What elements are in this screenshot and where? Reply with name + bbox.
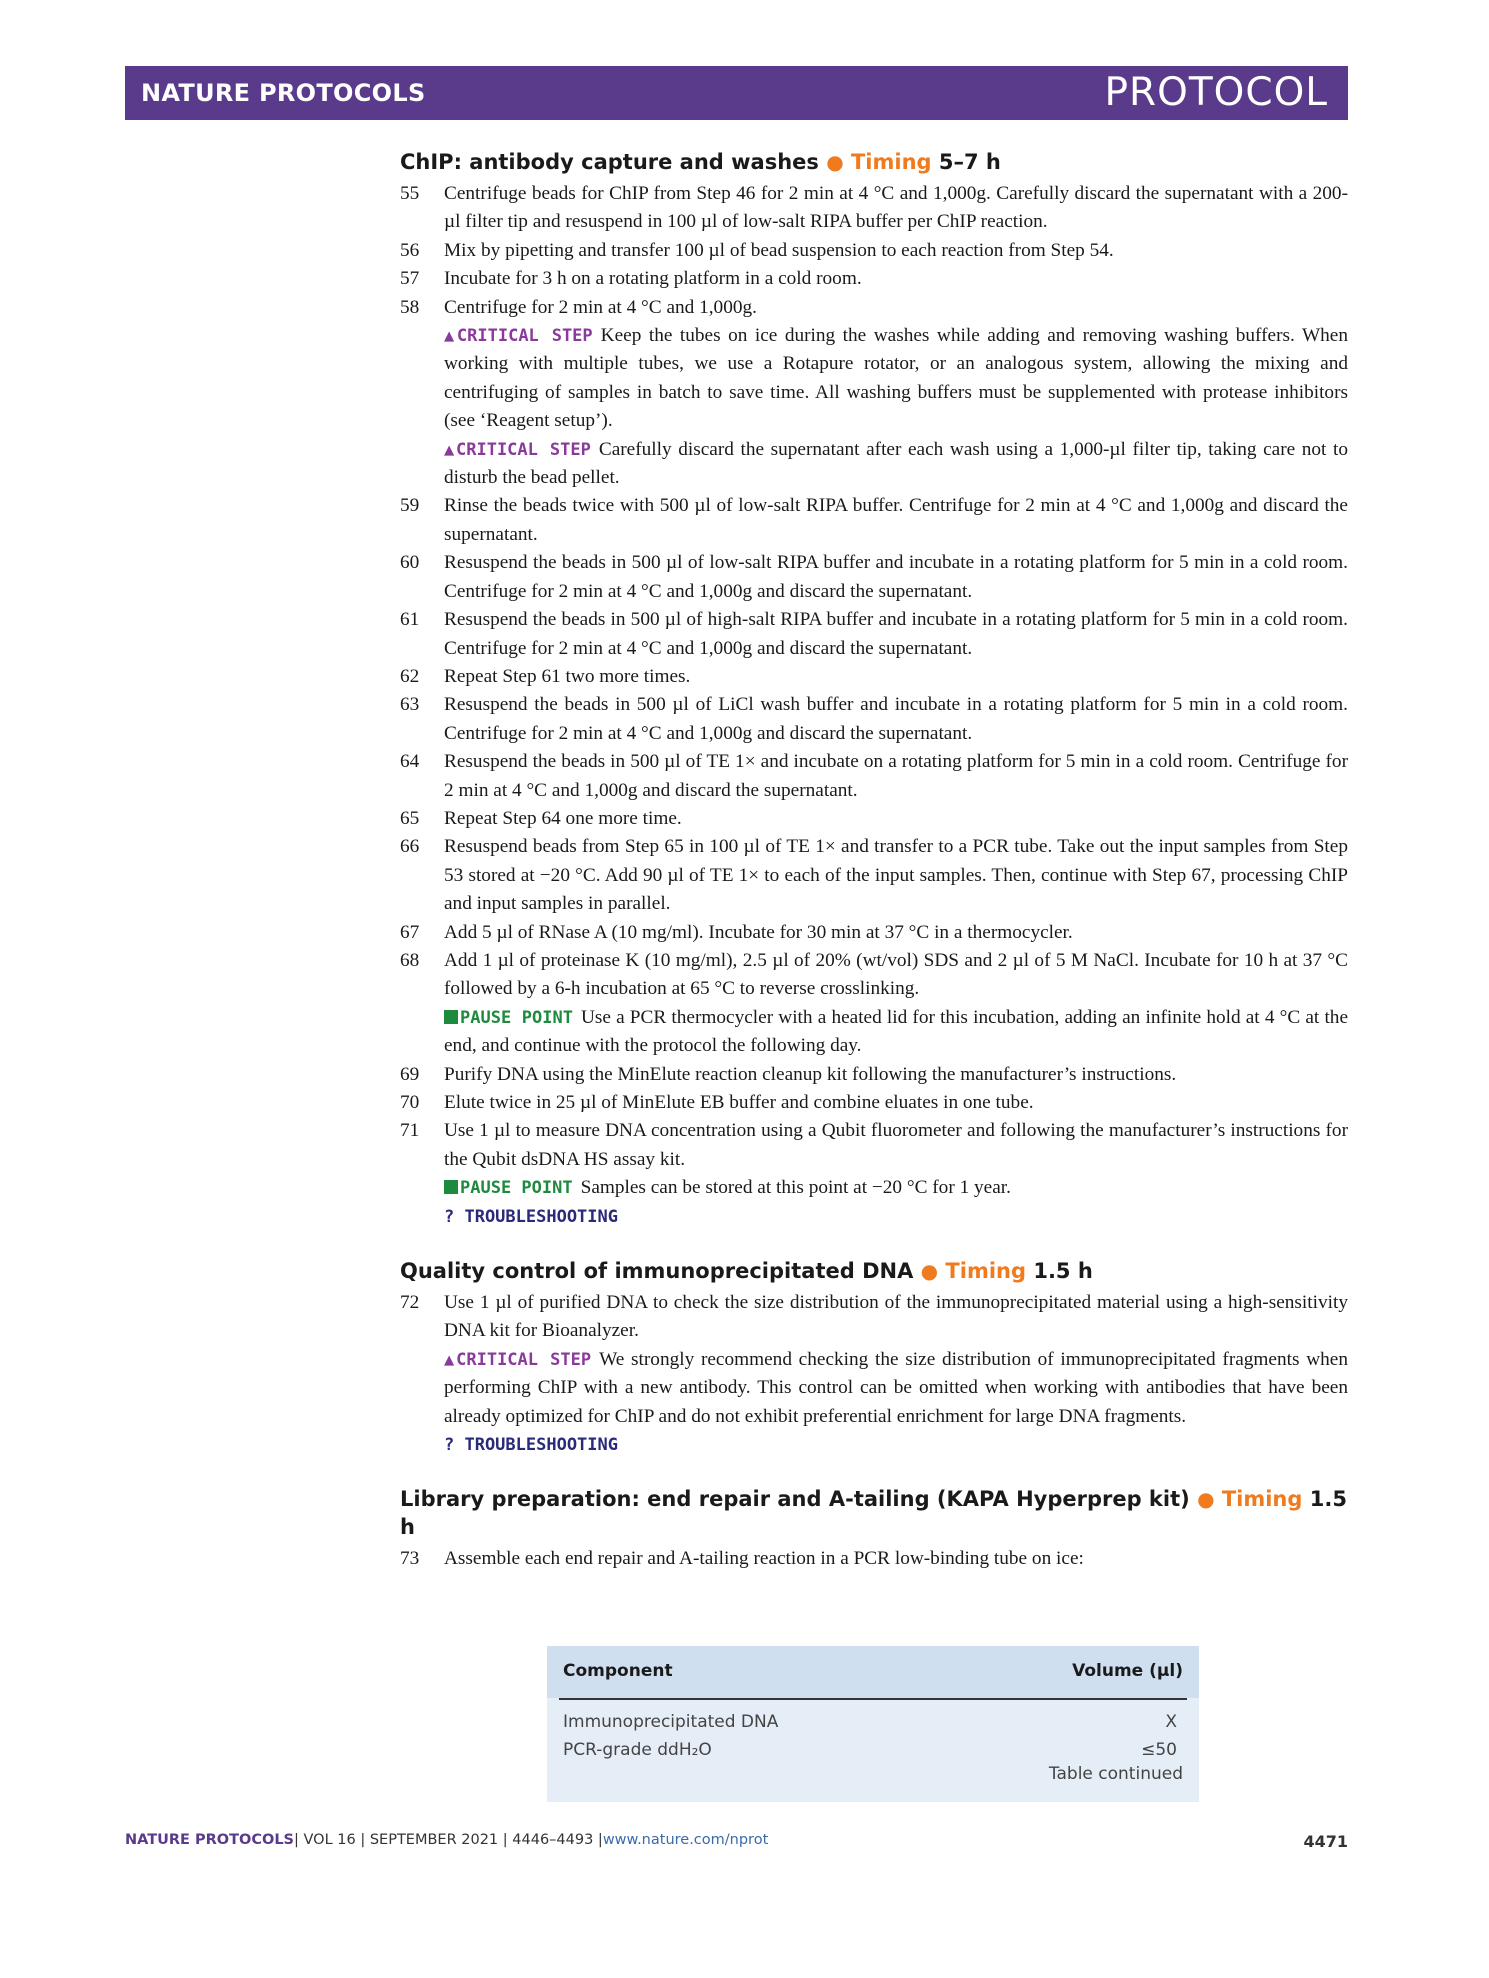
critical-step-label: ▲CRITICAL STEP [444,326,593,347]
pause-square-icon [444,1180,458,1194]
table-header [547,1646,1199,1698]
pause-point-note: PAUSE POINT Use a PCR thermocycler with a heated lid for this incubation, adding an infinite hold at 4 °C at the end, and continue with the protocol the following day. [444,1006,1348,1057]
article-type: PROTOCOL [1104,70,1328,115]
step-73: 73 Assemble each end repair and A-tailing reaction in a PCR low-binding tube on ice: [400,1548,1084,1570]
critical-step-note: ▲CRITICAL STEP We strongly recommend checking the size distribution of immunoprecipitated fragments when performing ChIP with a new antibody. This control can be omitted when working with antibodies that have been already optimized for ChIP and do not exhibit preferential enrichment for large DNA fragments. [444,1348,1348,1427]
reaction-table [547,1646,1199,1802]
step-66: 66 Resuspend beads from Step 65 in 100 µl of TE 1× and transfer to a PCR tube. Take out the input samples from Step 53 stored at −20 °C. Add 90 µl of TE 1× to each of the input samples. Then, continue with Step 67, processing ChIP and input samples in parallel. [400,836,1348,915]
step-64: 64 Resuspend the beads in 500 µl of TE 1× and incubate on a rotating platform for 5 min in a cold room. Centrifuge for 2 min at 4 °C and 1,000g and discard the supernatant. [400,751,1348,801]
timing-bullet-icon: ● [1197,1487,1215,1512]
step-65: 65 Repeat Step 64 one more time. [400,807,682,829]
step-61: 61 Resuspend the beads in 500 µl of high-salt RIPA buffer and incubate in a rotating platform for 5 min in a cold room. Centrifuge for 2 min at 4 °C and 1,000g and discard the supernatant. [400,609,1348,659]
step-71: 71 Use 1 µl to measure DNA concentration using a Qubit fluorometer and following the manufacturer’s instructions for the Qubit dsDNA HS assay kit. [400,1120,1348,1170]
journal-name: NATURE PROTOCOLS [141,79,426,107]
footer-volume: | VOL 16 | SEPTEMBER 2021 | 4446–4493 | [294,1832,603,1848]
troubleshooting-link[interactable]: ? TROUBLESHOOTING [444,1206,618,1227]
column-header-volume: Volume (µl) [1072,1661,1183,1681]
journal-header-bar [125,66,1348,120]
step-68: 68 Add 1 µl of proteinase K (10 mg/ml), 2.5 µl of 20% (wt/vol) SDS and 2 µl of 5 M NaCl. Incubate for 10 h at 37 °C followed by a 6-h incubation at 65 °C to reverse crosslinking. [400,949,1348,1000]
step-63: 63 Resuspend the beads in 500 µl of LiCl wash buffer and incubate in a rotating platform for 5 min in a cold room. Centrifuge for 2 min at 4 °C and 1,000g and discard the supernatant. [400,694,1348,744]
critical-step-label: ▲CRITICAL STEP [444,439,591,460]
section-heading-chip: ChIP: antibody capture and washes ● Timing 5–7 h [400,150,1001,174]
critical-step-label: ▲CRITICAL STEP [444,1349,592,1370]
timing-bullet-icon: ● [920,1259,939,1284]
section-heading-qc: Quality control of immunoprecipitated DNA ● Timing 1.5 h [400,1259,1093,1284]
critical-step-note: ▲CRITICAL STEP Carefully discard the supernatant after each wash using a 1,000-µl filter tip, taking care not to disturb the bead pellet. [444,438,1348,489]
pause-square-icon [444,1010,458,1024]
pause-point-label: PAUSE POINT [460,1178,573,1199]
step-67: 67 Add 5 µl of RNase A (10 mg/ml). Incubate for 30 min at 37 °C in a thermocycler. [400,921,1073,943]
main-content [400,148,1348,1574]
critical-step-note: ▲CRITICAL STEP Keep the tubes on ice during the washes while adding and removing washing buffers. When working with multiple tubes, we use a Rotapure rotator, or an analogous system, allowing the mixing and centrifuging of samples in batch to save time. All washing buffers must be supplemented with protease inhibitors (see ‘Reagent setup’). [444,325,1348,432]
step-70: 70 Elute twice in 25 µl of MinElute EB buffer and combine eluates in one tube. [400,1092,1034,1113]
timing-bullet-icon: ● [826,150,844,174]
footer-journal: NATURE PROTOCOLS [125,1832,295,1848]
troubleshooting-link[interactable]: ? TROUBLESHOOTING [444,1435,618,1456]
step-56: 56 Mix by pipetting and transfer 100 µl of bead suspension to each reaction from Step 54. [400,239,1114,261]
step-58: 58 Centrifuge for 2 min at 4 °C and 1,000g. [400,296,757,318]
page-footer [125,1832,1348,1851]
column-header-component: Component [563,1661,673,1681]
pause-point-label: PAUSE POINT [460,1007,573,1028]
step-57: 57 Incubate for 3 h on a rotating platform in a cold room. [400,268,862,290]
table-row: Immunoprecipitated DNA X [563,1712,1177,1732]
pause-point-note: PAUSE POINT Samples can be stored at this point at −20 °C for 1 year. [400,1174,1348,1202]
step-72: 72 Use 1 µl of purified DNA to check the size distribution of the immunoprecipitated material using a high-sensitivity DNA kit for Bioanalyzer. [400,1292,1348,1342]
step-62: 62 Repeat Step 61 two more times. [400,665,691,687]
page-number: 4471 [1303,1832,1348,1851]
table-continued-note: Table continued [1048,1764,1183,1784]
table-row: PCR-grade ddH₂O ≤50 [563,1740,1177,1760]
footer-url-link[interactable]: www.nature.com/nprot [602,1832,769,1848]
table-divider [559,1698,1187,1700]
step-55: 55 Centrifuge beads for ChIP from Step 46 for 2 min at 4 °C and 1,000g. Carefully discard the supernatant with a 200-µl filter tip and resuspend in 100 µl of low-salt RIPA buffer per ChIP reaction. [400,183,1348,233]
step-59: 59 Rinse the beads twice with 500 µl of low-salt RIPA buffer. Centrifuge for 2 min at 4 °C and 1,000g and discard the supernatant. [400,495,1348,545]
step-60: 60 Resuspend the beads in 500 µl of low-salt RIPA buffer and incubate in a rotating platform for 5 min in a cold room. Centrifuge for 2 min at 4 °C and 1,000g and discard the supernatant. [400,552,1348,602]
section-heading-library-prep: Library preparation: end repair and A-tailing (KAPA Hyperprep kit) ● Timing 1.5 h [400,1487,1347,1540]
step-69: 69 Purify DNA using the MinElute reaction cleanup kit following the manufacturer’s instructions. [400,1063,1177,1085]
